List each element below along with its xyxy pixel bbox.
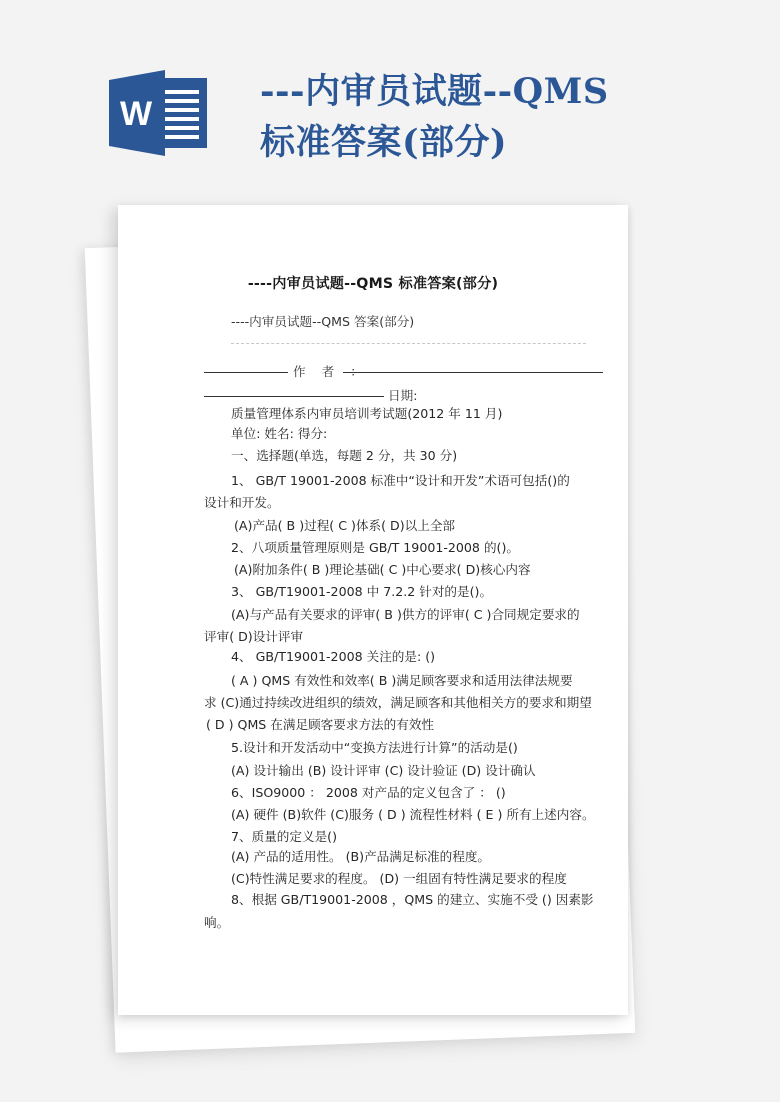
question-3-options-cont: 评审( D)设计评审 — [204, 629, 304, 644]
document-title-heading — [260, 66, 740, 168]
question-5-options: (A) 设计输出 (B) 设计评审 (C) 设计验证 (D) 设计确认 — [231, 763, 536, 778]
question-2-options: (A)附加条件( B )理论基础( C )中心要求( D)核心内容 — [234, 562, 531, 577]
document-page — [118, 205, 628, 1015]
question-8-cont: 响。 — [204, 915, 230, 930]
word-document-icon — [109, 68, 209, 158]
question-4: 4、 GB/T19001-2008 关注的是: () — [231, 649, 436, 664]
question-8: 8、根据 GB/T19001-2008 ，QMS 的建立、实施不受 () 因素影 — [231, 892, 594, 907]
question-7-options-cont: (C)特性满足要求的程度。 (D) 一组固有特性满足要求的程度 — [231, 871, 567, 886]
author-rule-right — [343, 372, 603, 373]
question-6-options: (A) 硬件 (B)软件 (C)服务 ( D ) 流程性材料 ( E ) 所有上述内容。 — [231, 807, 595, 822]
question-7: 7、质量的定义是() — [231, 829, 337, 844]
question-3-options: (A)与产品有关要求的评审( B )供方的评审( C )合同规定要求的 — [231, 607, 580, 622]
question-6: 6、ISO9000 ： 2008 对产品的定义包含了 ： () — [231, 785, 506, 800]
question-4-options: ( A ) QMS 有效性和效率( B )满足顾客要求和适用法律法规要 — [231, 673, 573, 688]
date-rule — [204, 396, 384, 397]
title-line-1: ---内审员试题--QMS — [260, 71, 609, 112]
section-heading: 一、选择题(单选，每题 2 分，共 30 分) — [231, 448, 458, 463]
document-content — [118, 205, 628, 1015]
exam-heading: 质量管理体系内审员培训考试题(2012 年 11 月) — [231, 406, 503, 421]
title-line-2: 标准答案(部分) — [260, 122, 508, 163]
question-3: 3、 GB/T19001-2008 中 7.2.2 针对的是()。 — [231, 584, 493, 599]
question-5: 5.设计和开发活动中“变换方法进行计算”的活动是() — [231, 740, 518, 755]
doc-title: ----内审员试题--QMS 标准答案(部分) — [247, 276, 499, 292]
author-rule-left — [204, 372, 288, 373]
doc-subtitle: ----内审员试题--QMS 答案(部分) — [231, 314, 415, 329]
question-1: 1、 GB/T 19001-2008 标准中“设计和开发”术语可包括()的 — [231, 473, 570, 488]
question-2: 2、八项质量管理原则是 GB/T 19001-2008 的()。 — [231, 540, 519, 555]
question-4-options-cont: 求 (C)通过持续改进组织的绩效，满足顾客和其他相关方的要求和期望 — [204, 695, 592, 710]
page-header — [0, 0, 780, 200]
question-1-options: (A)产品( B )过程( C )体系( D)以上全部 — [234, 518, 456, 533]
question-4-options-cont-2: ( D ) QMS 在满足顾客要求方法的有效性 — [206, 717, 435, 732]
dashed-divider — [231, 343, 586, 344]
date-label: 日期: — [388, 388, 418, 403]
candidate-info: 单位: 姓名: 得分: — [231, 426, 328, 441]
author-label: 作 者 ： — [293, 364, 369, 379]
svg-text:W: W — [119, 95, 153, 133]
question-7-options: (A) 产品的适用性。 (B)产品满足标准的程度。 — [231, 849, 491, 864]
question-1-cont: 设计和开发。 — [204, 495, 280, 510]
